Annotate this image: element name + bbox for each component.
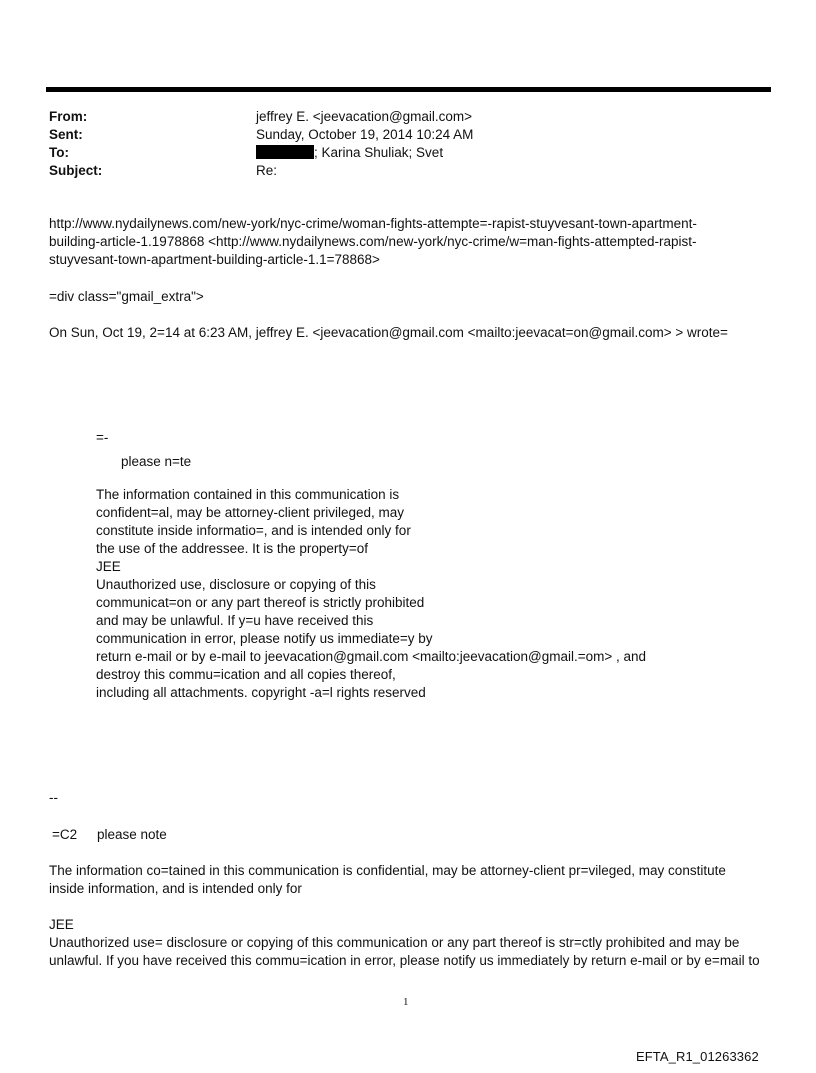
sent-value: Sunday, October 19, 2014 10:24 AM: [256, 127, 474, 142]
quoted-disclaimer-line: JEE: [96, 559, 121, 574]
quoted-note: please n=te: [121, 454, 192, 469]
quoted-disclaimer-line: the use of the addressee. It is the property=of: [96, 541, 369, 556]
from-value: jeffrey E. <jeevacation@gmail.com>: [256, 109, 473, 124]
subject-label: Subject:: [49, 163, 103, 178]
quoted-disclaimer-line: return e-mail or by e-mail to jeevacation@gmail.com <mailto:jeevacation@gmail.=om> , and: [96, 649, 647, 664]
to-value-wrap: [256, 144, 443, 162]
from-label: From:: [49, 109, 88, 124]
subject-value: Re:: [256, 163, 278, 178]
c2-note: please note: [97, 827, 167, 842]
disclaimer-line: The information co=tained in this communication is confidential, may be attorney-client pr=vileged, may constitute: [49, 863, 726, 878]
link-line-2: building-article-1.1978868 <http://www.nydailynews.com/new-york/nyc-crime/w=man-fights-attempted-rapist-: [49, 234, 697, 249]
disclaimer-line: unlawful. If you have received this commu=ication in error, please notify us immediately by return e-mail or by e=mail to: [49, 953, 760, 968]
quoted-disclaimer-line: The information contained in this communication is: [96, 487, 400, 502]
quoted-disclaimer-line: confident=al, may be attorney-client privileged, may: [96, 505, 405, 520]
quoted-disclaimer-line: Unauthorized use, disclosure or copying of this: [96, 577, 376, 592]
disclaimer-line: inside information, and is intended only for: [49, 881, 302, 896]
quoted-disclaimer-line: communicat=on or any part thereof is strictly prohibited: [96, 595, 425, 610]
quoted-disclaimer-line: constitute inside informatio=, and is intended only for: [96, 523, 411, 538]
quoted-disclaimer-line: destroy this commu=ication and all copies thereof,: [96, 667, 396, 682]
to-label: To:: [49, 145, 69, 160]
redaction-box: [256, 145, 314, 159]
page-number: 1: [403, 996, 409, 1008]
link-line-1: http://www.nydailynews.com/new-york/nyc-crime/woman-fights-attempte=-rapist-stuyvesant-town-apartment-: [49, 216, 697, 231]
to-value: ; Karina Shuliak; Svet: [314, 145, 444, 160]
header-rule: [46, 87, 771, 92]
link-line-3: stuyvesant-town-apartment-building-article-1.1=78868>: [49, 252, 380, 267]
quote-intro: On Sun, Oct 19, 2=14 at 6:23 AM, jeffrey E. <jeevacation@gmail.com <mailto:jeevacat=on@gmail.com> > wrote=: [49, 325, 728, 340]
quoted-disclaimer-line: communication in error, please notify us immediate=y by: [96, 631, 433, 646]
quoted-disclaimer-line: and may be unlawful. If y=u have received this: [96, 613, 374, 628]
quoted-marker: =-: [96, 430, 109, 445]
document-id: EFTA_R1_01263362: [636, 1049, 759, 1064]
sent-label: Sent:: [49, 127, 83, 142]
jee-label: JEE: [49, 917, 74, 932]
signature-separator: --: [49, 790, 58, 805]
div-line: =div class="gmail_extra">: [49, 289, 204, 304]
c2-code: =C2: [52, 827, 78, 842]
disclaimer-line: Unauthorized use= disclosure or copying of this communication or any part thereof is str=ctly prohibited and may be: [49, 935, 740, 950]
quoted-disclaimer-line: including all attachments. copyright -a=l rights reserved: [96, 685, 426, 700]
